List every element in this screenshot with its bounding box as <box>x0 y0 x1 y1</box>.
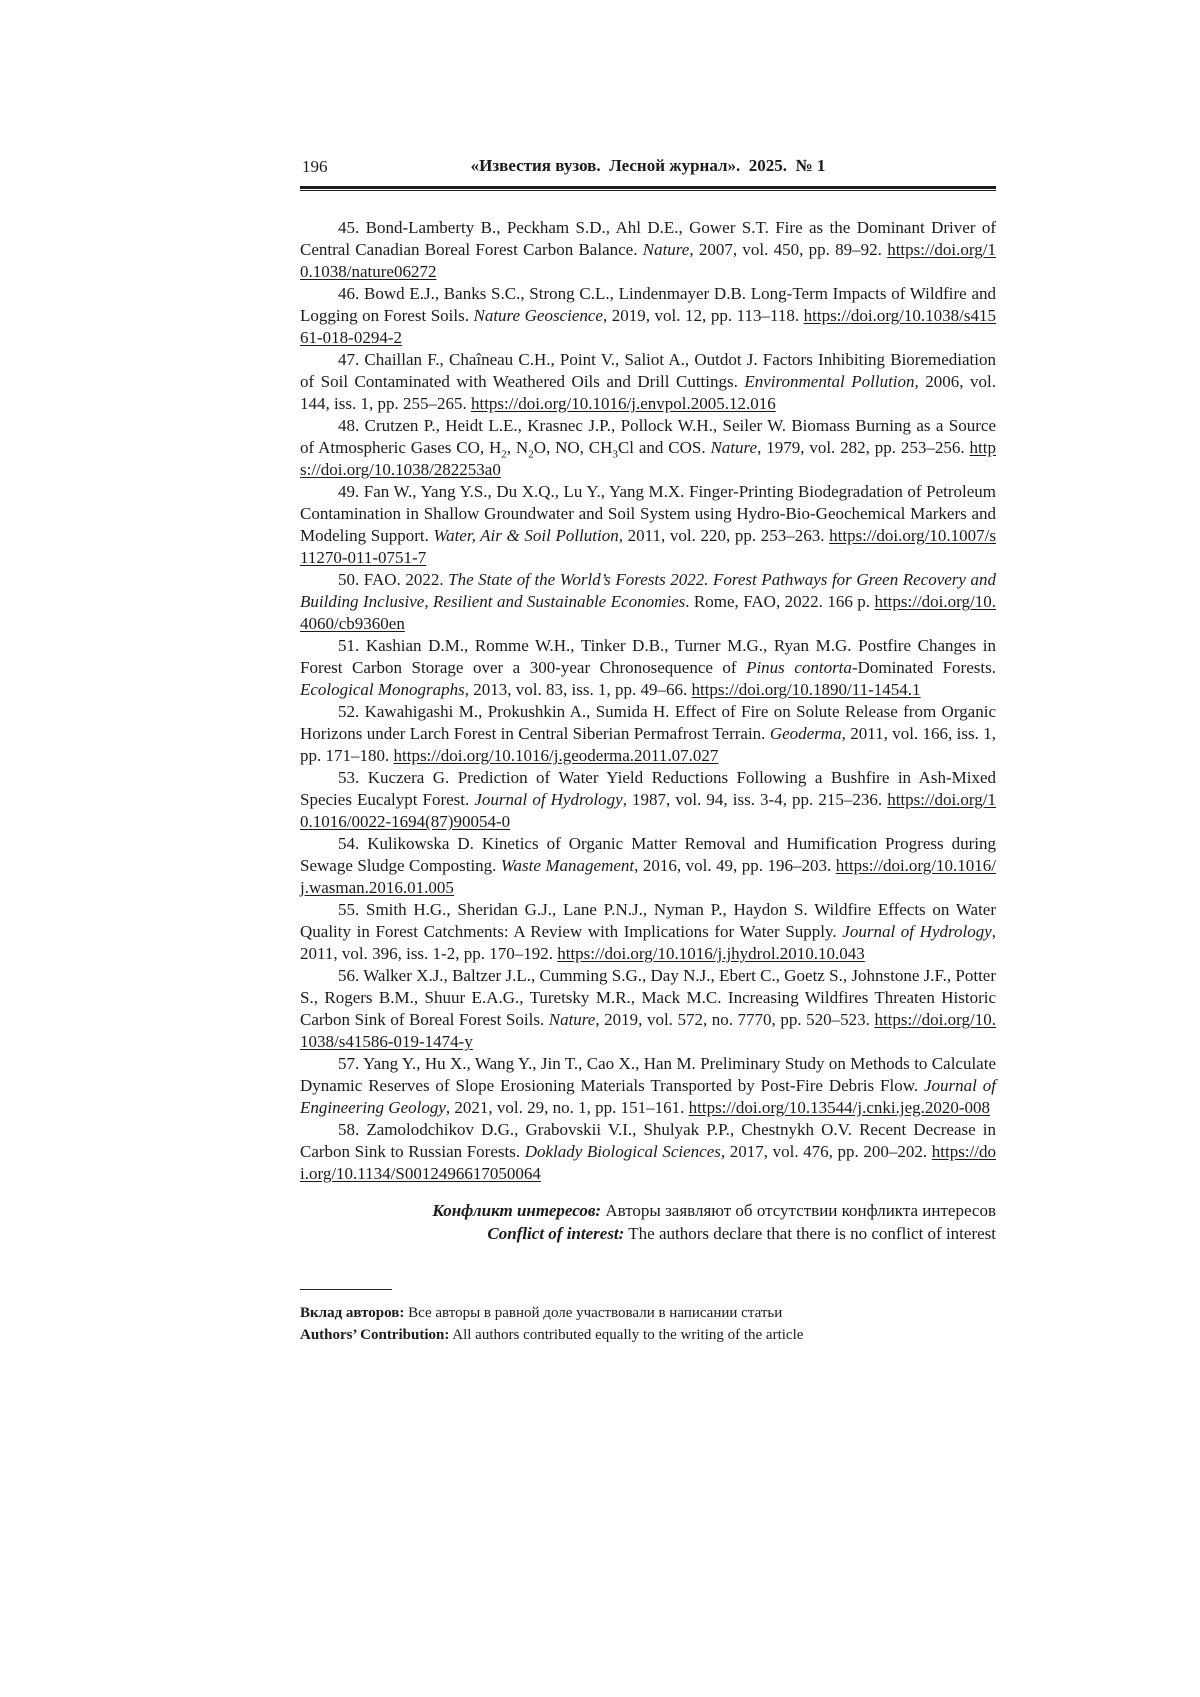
journal-name: Nature <box>548 1010 596 1029</box>
contribution-ru-label: Вклад авторов: <box>300 1305 405 1321</box>
reference-item <box>300 217 996 283</box>
reference-text: , 2019, vol. 12, pp. 113–118. <box>602 306 804 325</box>
journal-page <box>300 156 996 1346</box>
contribution-ru-text: Все авторы в равной доле участвовали в написании статьи <box>404 1305 783 1321</box>
reference-item <box>300 965 996 1053</box>
reference-item <box>300 481 996 569</box>
reference-text: 51. Kashian D.M., Romme W.H., Tinker D.B., Turner M.G., Ryan M.G. Postfire Changes in Forest Carbon Storage over a 300-year Chronosequence of <box>300 636 996 677</box>
page-number: 196 <box>302 157 328 176</box>
reference-item <box>300 767 996 833</box>
header-rule <box>300 186 996 191</box>
reference-text: , 2016, vol. 49, pp. 196–203. <box>634 856 836 875</box>
doi-link[interactable]: https://doi.org/10.1038/s41586-019-1474-y <box>300 1010 996 1051</box>
contribution-en-text: All authors contributed equally to the writing of the article <box>449 1327 804 1343</box>
contribution-ru <box>300 1302 996 1324</box>
doi-link[interactable]: https://doi.org/10.1890/11-1454.1 <box>691 680 921 699</box>
reference-item <box>300 349 996 415</box>
journal-name: Nature <box>642 240 690 259</box>
reference-item <box>300 1119 996 1185</box>
doi-link[interactable]: https://doi.org/10.1134/S0012496617050064 <box>300 1142 996 1183</box>
journal-name: Geoderma, <box>769 724 846 743</box>
reference-item <box>300 569 996 635</box>
reference-text: 52. Kawahigashi M., Prokushkin A., Sumida H. Effect of Fire on Solute Release from Organic Horizons under Larch Forest in Central Siberian Permafrost Terrain. <box>300 702 996 743</box>
reference-text: , 1979, vol. 282, pp. 253–256. <box>757 438 970 457</box>
reference-text: 45. Bond-Lamberty B., Peckham S.D., Ahl D.E., Gower S.T. Fire as the Dominant Driver of Central Canadian Boreal Forest Carbon Balance. <box>300 218 996 259</box>
journal-name: Doklady Biological Sciences <box>524 1142 721 1161</box>
reference-text: 56. Walker X.J., Baltzer J.L., Cumming S.G., Day N.J., Ebert C., Goetz S., Johnstone J.F., Potter S., Rogers B.M., Shuur E.A.G., Turetsky M.R., Mack M.C. Increasing Wildfires Threaten Historic Carbon Sink of Boreal Forest Soils. <box>300 966 996 1029</box>
reference-text: 47. Chaillan F., Chaîneau C.H., Point V., Saliot A., Outdot J. Factors Inhibiting Bioremediation of Soil Contaminated with Weathered Oils and Drill Cuttings. <box>300 350 996 391</box>
reference-text: 2006, vol. 144, iss. 1, pp. 255–265. <box>300 372 996 413</box>
reference-item <box>300 701 996 767</box>
reference-text: , 2011, vol. 220, pp. 253–263. <box>618 526 830 545</box>
journal-name: Journal of Engineering Geology <box>300 1076 996 1117</box>
subscript-text: 2 <box>528 448 534 461</box>
doi-link[interactable]: https://doi.org/10.4060/cb9360en <box>300 592 996 633</box>
reference-text: 46. Bowd E.J., Banks S.C., Strong C.L., Lindenmayer D.B. Long-Term Impacts of Wildfire and Logging on Forest Soils. <box>300 284 996 325</box>
journal-name: The State of the World’s Forests 2022. Forest Pathways for Green Recovery and Building Inclusive, Resilient and Sustainable Economies <box>300 570 996 611</box>
reference-item <box>300 283 996 349</box>
reference-text: 48. Crutzen P., Heidt L.E., Krasnec J.P., Pollock W.H., Seiler W. Biomass Burning as a Source of Atmospheric Gases CO, H <box>300 416 996 457</box>
doi-link[interactable]: https://doi.org/10.1038/s41561-018-0294-2 <box>300 306 996 347</box>
conflict-of-interest-en <box>300 1222 996 1245</box>
doi-link[interactable]: https://doi.org/10.1016/0022-1694(87)90054-0 <box>300 790 997 831</box>
reference-text: -Dominated Forests. <box>851 658 996 677</box>
reference-text: , 1987, vol. 94, iss. 3-4, pp. 215–236. <box>622 790 888 809</box>
reference-text: , 2021, vol. 29, no. 1, pp. 151–161. <box>445 1098 689 1117</box>
subscript-text: 3 <box>612 448 618 461</box>
reference-text: , N <box>506 438 529 457</box>
contribution-en <box>300 1324 996 1346</box>
authors-contribution-footnote <box>300 1289 996 1346</box>
journal-name: Nature Geoscience <box>473 306 603 325</box>
conflict-ru-text: Авторы заявляют об отсутствии конфликта интересов <box>601 1201 996 1220</box>
journal-name: Waste Management <box>500 856 635 875</box>
contribution-en-label: Authors’ Contribution: <box>300 1327 450 1343</box>
reference-text: Cl and COS. <box>617 438 711 457</box>
reference-text: , 2013, vol. 83, iss. 1, pp. 49–66. <box>464 680 692 699</box>
journal-name: Journal of Hydrology <box>474 790 623 809</box>
reference-text: , 2011, vol. 396, iss. 1-2, pp. 170–192. <box>300 922 996 963</box>
subscript-text: 2 <box>501 448 507 461</box>
reference-text: 55. Smith H.G., Sheridan G.J., Lane P.N.J., Nyman P., Haydon S. Wildfire Effects on Water Quality in Forest Catchments: A Review with Implications for Water Supply. <box>300 900 996 941</box>
doi-link[interactable]: https://doi.org/10.1016/j.geoderma.2011.07.027 <box>393 746 719 765</box>
doi-link[interactable]: https://doi.org/10.1016/j.envpol.2005.12.016 <box>470 394 776 413</box>
conflict-en-label: Conflict of interest: <box>487 1224 625 1243</box>
conflict-of-interest-ru <box>300 1199 996 1222</box>
reference-text: 50. FAO. 2022. <box>338 570 449 589</box>
journal-name: Ecological Monographs <box>300 680 465 699</box>
journal-name: Water, Air & Soil Pollution <box>433 526 619 545</box>
reference-text: 2011, vol. 166, iss. 1, pp. 171–180. <box>300 724 996 765</box>
doi-link[interactable]: https://doi.org/10.1038/282253a0 <box>300 438 996 479</box>
reference-item <box>300 833 996 899</box>
reference-text: O, NO, CH <box>533 438 613 457</box>
conflict-ru-label: Конфликт интересов: <box>432 1201 602 1220</box>
reference-text: . Rome, FAO, 2022. 166 p. <box>685 592 875 611</box>
reference-text: 54. Kulikowska D. Kinetics of Organic Matter Removal and Humification Progress during Sewage Sludge Composting. <box>300 834 996 875</box>
references-list <box>300 217 996 1185</box>
doi-link[interactable]: https://doi.org/10.1038/nature06272 <box>300 240 996 281</box>
page-header <box>300 156 996 180</box>
reference-text: , 2017, vol. 476, pp. 200–202. <box>720 1142 932 1161</box>
reference-text: 58. Zamolodchikov D.G., Grabovskii V.I., Shulyak P.P., Chestnykh O.V. Recent Decrease in Carbon Sink to Russian Forests. <box>300 1120 996 1161</box>
reference-text: , 2019, vol. 572, no. 7770, pp. 520–523. <box>595 1010 875 1029</box>
reference-text: 49. Fan W., Yang Y.S., Du X.Q., Lu Y., Yang M.X. Finger-Printing Biodegradation of Petroleum Contamination in Shallow Groundwater and Soil System using Hydro-Bio-Geochemical Markers and Modeling Support. <box>300 482 996 545</box>
reference-item <box>300 899 996 965</box>
conflict-en-text: The authors declare that there is no conflict of interest <box>624 1224 996 1243</box>
journal-name: Environmental Pollution, <box>744 372 919 391</box>
doi-link[interactable]: https://doi.org/10.13544/j.cnki.jeg.2020-008 <box>688 1098 991 1117</box>
reference-text: , 2007, vol. 450, pp. 89–92. <box>689 240 888 259</box>
reference-text: 57. Yang Y., Hu X., Wang Y., Jin T., Cao X., Han M. Preliminary Study on Methods to Calculate Dynamic Reserves of Slope Erosioning Materials Transported by Post-Fire Debris Flow. <box>300 1054 996 1095</box>
doi-link[interactable]: https://doi.org/10.1016/j.jhydrol.2010.10.043 <box>557 944 865 963</box>
reference-item <box>300 635 996 701</box>
journal-name: Nature <box>710 438 758 457</box>
journal-name: Journal of Hydrology <box>842 922 992 941</box>
journal-title: «Известия вузов. Лесной журнал». 2025. № 1 <box>470 156 826 175</box>
reference-item <box>300 415 996 481</box>
doi-link[interactable]: https://doi.org/10.1016/j.wasman.2016.01.005 <box>300 856 996 897</box>
reference-item <box>300 1053 996 1119</box>
journal-name: Pinus contorta <box>746 658 852 677</box>
conflict-of-interest-block <box>300 1199 996 1245</box>
footnote-rule <box>300 1289 392 1290</box>
doi-link[interactable]: https://doi.org/10.1007/s11270-011-0751-7 <box>300 526 996 567</box>
reference-text: 53. Kuczera G. Prediction of Water Yield Reductions Following a Bushfire in Ash-Mixed Species Eucalypt Forest. <box>300 768 996 809</box>
